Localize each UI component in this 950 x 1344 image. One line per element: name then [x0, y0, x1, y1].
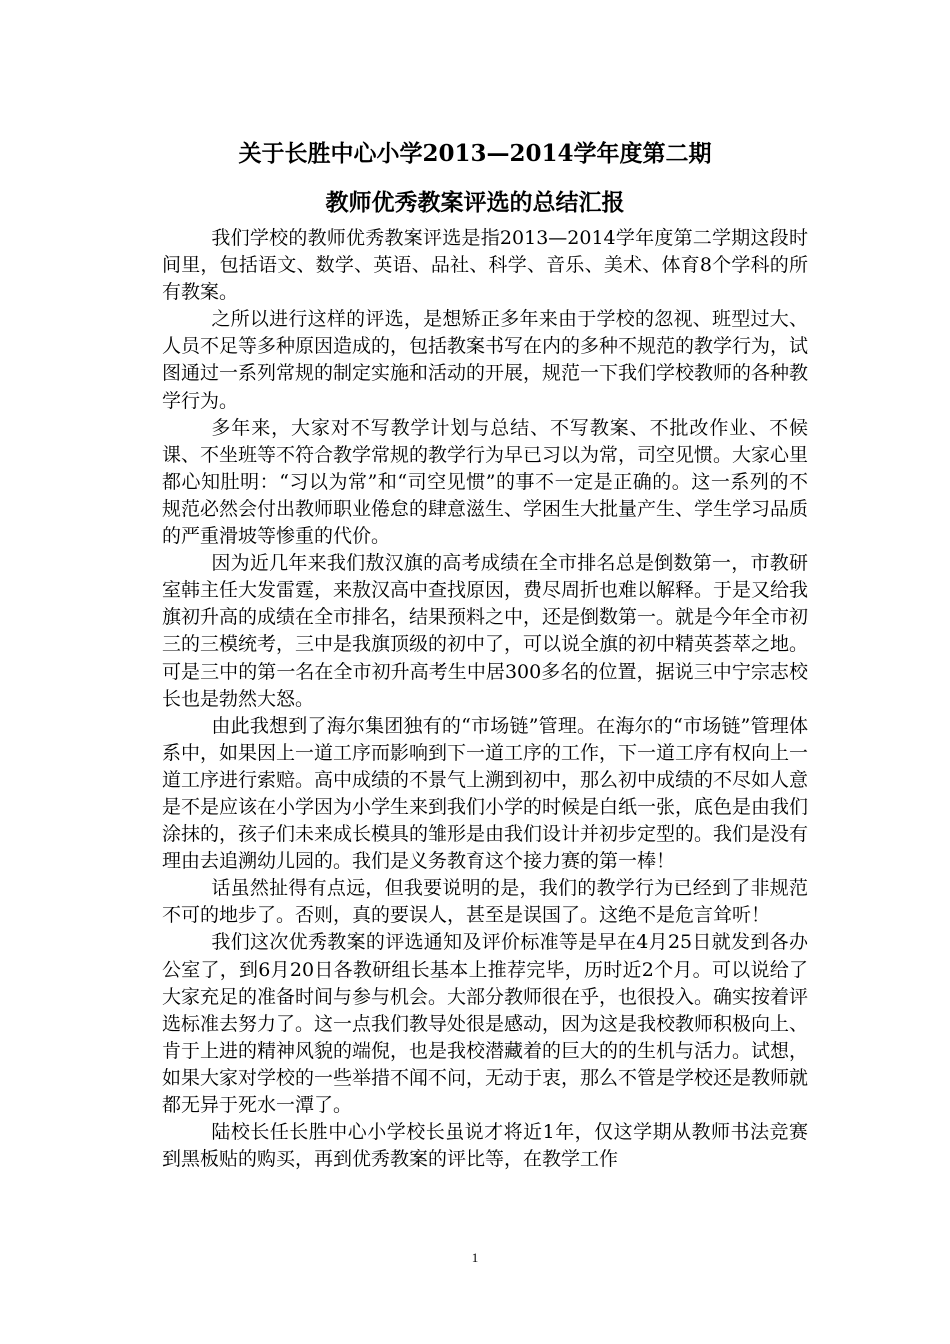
paragraph: 话虽然扯得有点远，但我要说明的是，我们的教学行为已经到了非规范不可的地步了。否则，真的要误人，甚至是误国了。这绝不是危言耸听！ [162, 877, 808, 927]
page-number: 1 [471, 1250, 479, 1265]
paragraph: 多年来，大家对不写教学计划与总结、不写教案、不批改作业、不候课、不坐班等不符合教学常规的教学行为早已习以为常，司空见惯。大家心里都心知肚明：“习以为常”和“司空见惯”的事不一定是正确的。这一系列的不规范必然会付出教师职业倦怠的肆意滋生、学困生大批量产生、学生学习品质的严重滑坡等惨重的代价。 [162, 416, 809, 548]
document-title-line-2: 教师优秀教案评选的总结汇报 [325, 189, 625, 216]
paragraph: 由此我想到了海尔集团独有的“市场链”管理。在海尔的“市场链”管理体系中，如果因上一道工序而影响到下一道工序的工作，下一道工序有权向上一道工序进行索赔。高中成绩的不景气上溯到初中，那么初中成绩的不尽如人意是不是应该在小学因为小学生来到我们小学的时候是白纸一张，底色是由我们涂抹的，孩子们未来成长模具的雏形是由我们设计并初步定型的。我们是没有理由去追溯幼儿园的。我们是义务教育这个接力赛的第一棒！ [162, 714, 809, 873]
paragraph: 之所以进行这样的评选，是想矫正多年来由于学校的忽视、班型过大、人员不足等多种原因造成的，包括教案书写在内的多种不规范的教学行为，试图通过一系列常规的制定实施和活动的开展，规范一下我们学校教师的各种教学行为。 [162, 308, 809, 412]
document-title-line-1: 关于长胜中心小学2013—2014学年度第二期 [238, 140, 712, 167]
paragraph: 我们这次优秀教案的评选通知及评价标准等是早在4月25日就发到各办公室了，到6月20日各教研组长基本上推荐完毕，历时近2个月。可以说给了大家充足的准备时间与参与机会。大部分教师很在乎，也很投入。确实按着评选标准去努力了。这一点我们教导处很是感动，因为这是我校教师积极向上、肯于上进的精神风貌的端倪，也是我校潜藏着的巨大的的生机与活力。试想，如果大家对学校的一些举措不闻不问，无动于衷，那么不管是学校还是教师就都无异于死水一潭了。 [162, 931, 809, 1116]
paragraph: 我们学校的教师优秀教案评选是指2013—2014学年度第二学期这段时间里，包括语文、数学、英语、品社、科学、音乐、美术、体育8个学科的所有教案。 [162, 227, 808, 304]
paragraph: 因为近几年来我们敖汉旗的高考成绩在全市排名总是倒数第一，市教研室韩主任大发雷霆，来敖汉高中查找原因，费尽周折也难以解释。于是又给我旗初升高的成绩在全市排名，结果预料之中，还是倒数第一。就是今年全市初三的三模统考，三中是我旗顶级的初中了，可以说全旗的初中精英荟萃之地。可是三中的第一名在全市初升高考生中居300多名的位置，据说三中宁宗志校长也是勃然大怒。 [162, 552, 809, 710]
paragraph: 陆校长任长胜中心小学校长虽说才将近1年，仅这学期从教师书法竞赛到黑板贴的购买，再到优秀教案的评比等，在教学工作 [162, 1121, 808, 1171]
document-body [162, 225, 808, 1173]
